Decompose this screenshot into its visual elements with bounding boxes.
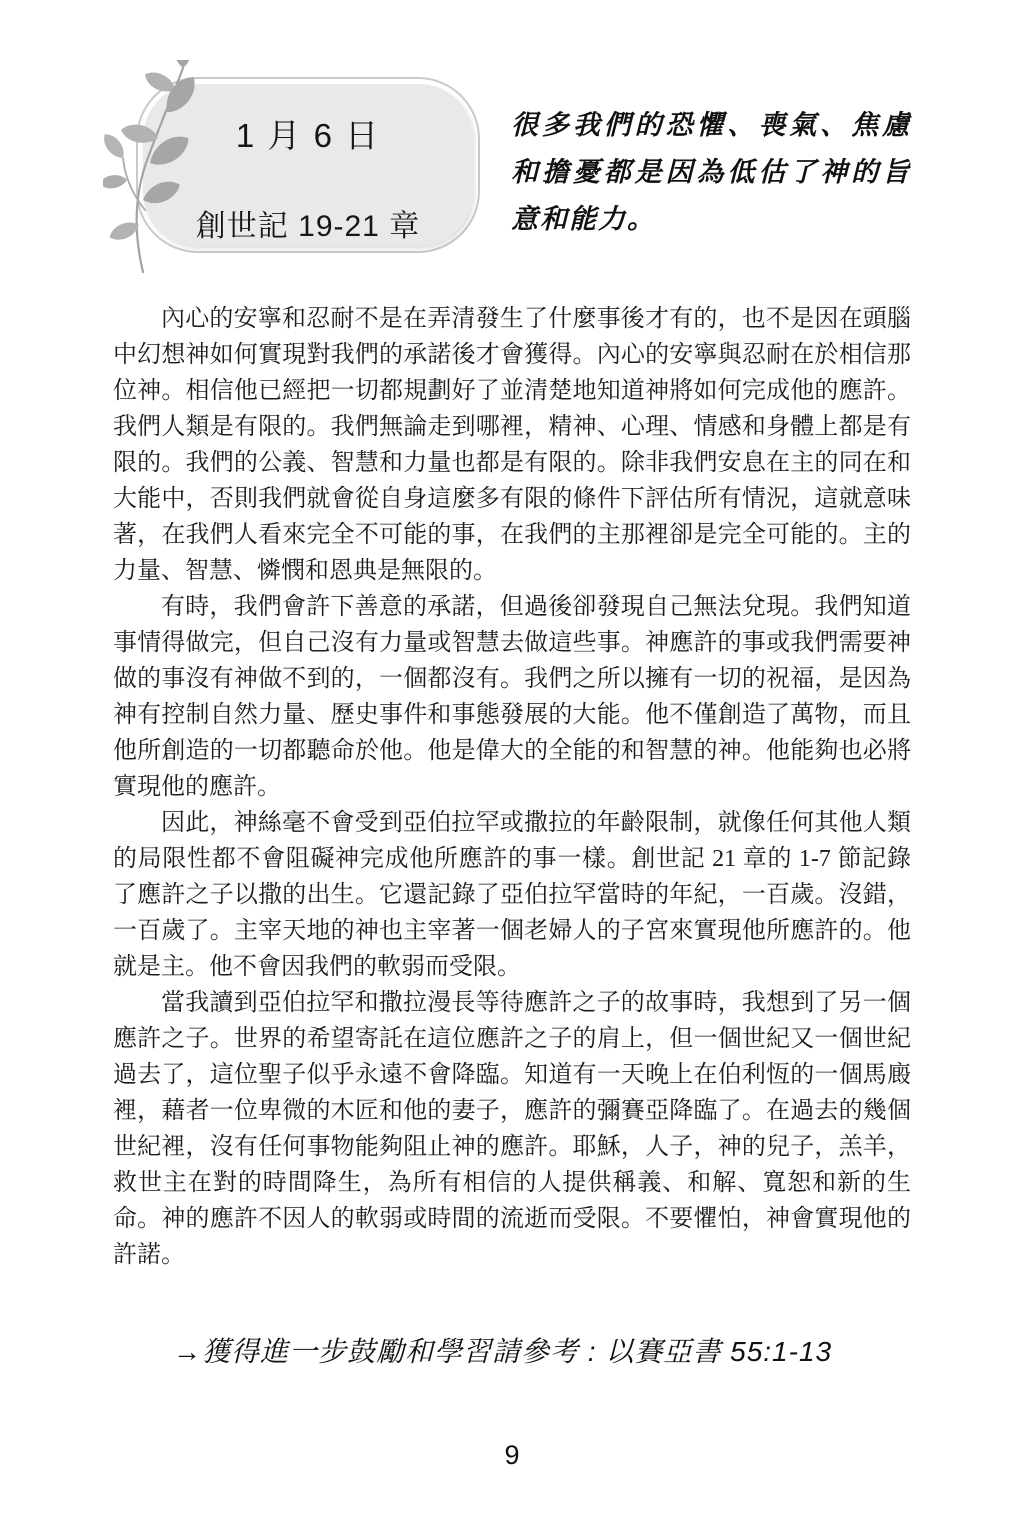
scripture-reading-heading: 創世記 19-21 章 xyxy=(195,210,421,243)
page-number: 9 xyxy=(504,1440,520,1470)
body-paragraph: 內心的安寧和忍耐不是在弄清發生了什麼事後才有的，也不是因在頭腦中幻想神如何實現對我們的承諾後才會獲得。內心的安寧與忍耐在於相信那位神。相信他已經把一切都規劃好了並清楚地知道神將如何完成他的應許。我們人類是有限的。我們無論走到哪裡，精神、心理、情感和身體上都是有限的。我們的公義、智慧和力量也都是有限的。除非我們安息在主的同在和大能中，否則我們就會從自身這麼多有限的條件下評估所有情況，這就意味著，在我們人看來完全不可能的事，在我們的主那裡卻是完全可能的。主的力量、智慧、憐憫和恩典是無限的。 xyxy=(113,306,911,584)
body-text xyxy=(113,301,911,1273)
date-heading: 1 月 6 日 xyxy=(235,117,381,154)
body-paragraph: 當我讀到亞伯拉罕和撒拉漫長等待應許之子的故事時，我想到了另一個應許之子。世界的希望寄託在這位應許之子的肩上，但一個世紀又一個世紀過去了，這位聖子似乎永遠不會降臨。知道有一天晚上在伯利恆的一個馬廄裡，藉者一位卑微的木匠和他的妻子，應許的彌賽亞降臨了。在過去的幾個世紀裡，沒有任何事物能夠阻止神的應許。耶穌，人子，神的兒子，羔羊，救世主在對的時間降生，為所有相信的人提供稱義、和解、寬恕和新的生命。神的應許不因人的軟弱或時間的流逝而受限。不要懼怕，神會實現他的許諾。 xyxy=(113,990,911,1268)
devotional-quote: 很多我們的恐懼、喪氣、焦慮和擔憂都是因為低估了神的旨意和能力。 xyxy=(511,110,911,234)
body-paragraph: 有時，我們會許下善意的承諾，但過後卻發現自己無法兌現。我們知道事情得做完，但自己沒有力量或智慧去做這些事。神應許的事或我們需要神做的事沒有神做不到的，一個都沒有。我們之所以擁有一切的祝福，是因為神有控制自然力量、歷史事件和事態發展的大能。他不僅創造了萬物，而且他所創造的一切都聽命於他。他是偉大的全能的和智慧的神。他能夠也必將實現他的應許。 xyxy=(113,594,911,800)
leaf-branch-icon xyxy=(103,60,203,275)
further-study-reference: →獲得進一步鼓勵和學習請參考 : 以賽亞書 55:1-13 xyxy=(173,1336,833,1367)
body-paragraph: 因此，神絲毫不會受到亞伯拉罕或撒拉的年齡限制，就像任何其他人類的局限性都不會阻礙神完成他所應許的事一樣。創世記 21 章的 1-7 節記錄了應許之子以撒的出生。它還記錄了亞伯拉罕當時的年紀，一百歲。沒錯，一百歲了。主宰天地的神也主宰著一個老婦人的子宮來實現他所應許的。他就是主。他不會因我們的軟弱而受限。 xyxy=(113,810,911,980)
